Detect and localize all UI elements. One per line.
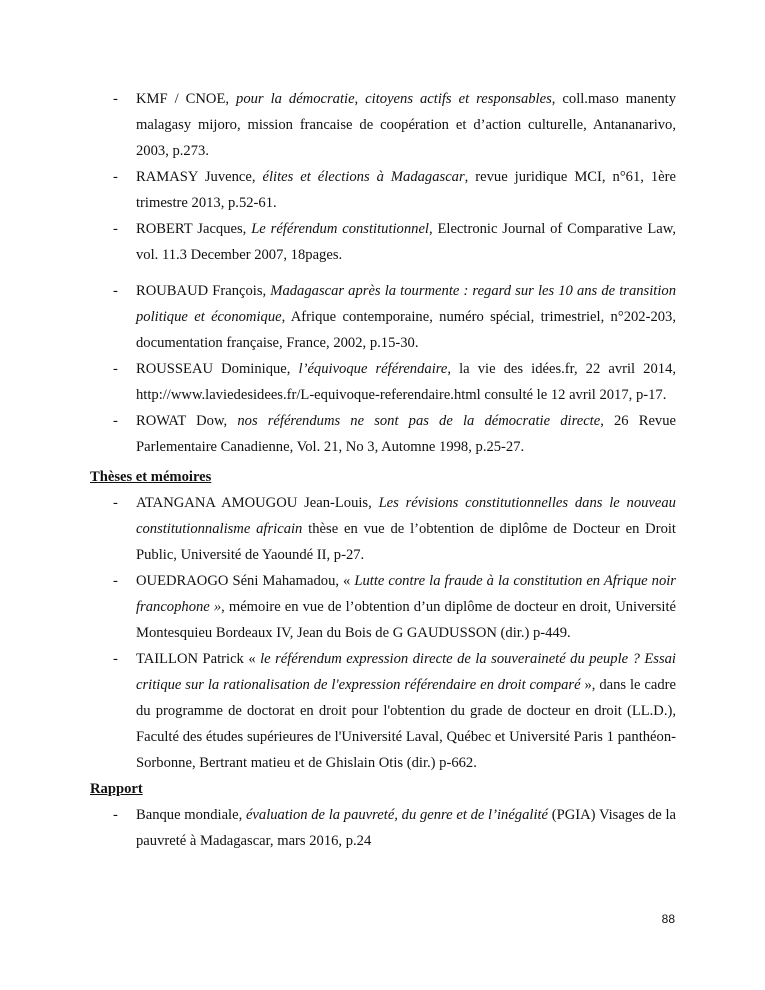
entry-title: Les révisions constitutionnelles dans le nouveau constitutionnalisme africain: [136, 495, 676, 537]
entry-title: Le référendum constitutionnel: [251, 221, 429, 237]
page-number: 88: [661, 912, 675, 926]
bibliography-entry: [90, 216, 676, 268]
bibliography-entry: [90, 86, 676, 164]
entry-details: , revue juridique MCI, n°61, 1ère trimestre 2013, p.52-61.: [136, 169, 676, 211]
entry-title: élites et élections à Madagascar: [262, 169, 465, 185]
entry-title: le référendum expression directe de la souveraineté du peuple ? Essai critique sur la rationalisation de l'expression référendaire en droit comparé: [136, 651, 676, 693]
entry-author: ROUBAUD François,: [136, 283, 271, 299]
entry-details: , la vie des idées.fr, 22 avril 2014, http://www.laviedesidees.fr/L-equivoque-referendaire.html consulté le 12 avril 2017, p-17.: [136, 361, 677, 403]
bibliography-entry: [90, 408, 676, 460]
entry-title: Lutte contre la fraude à la constitution en Afrique noir francophone »: [136, 573, 676, 615]
entry-author: TAILLON Patrick «: [136, 651, 261, 667]
entry-title: l’équivoque référendaire: [298, 361, 448, 377]
entry-details: (PGIA) Visages de la pauvreté à Madagascar, mars 2016, p.24: [136, 807, 676, 849]
entry-title: évaluation de la pauvreté, du genre et de l’inégalité: [245, 807, 549, 823]
entry-author: ATANGANA AMOUGOU Jean-Louis,: [136, 495, 379, 511]
entry-details: , Electronic Journal of Comparative Law, vol. 11.3 December 2007, 18pages.: [136, 221, 677, 263]
bibliography-entry: [90, 568, 676, 646]
section-heading-theses: Thèses et mémoires: [90, 469, 212, 485]
entry-details: , mémoire en vue de l’obtention d’un diplôme de docteur en droit, Université Montesquieu Bordeaux IV, Jean du Bois de G GAUDUSSON (dir.) p-449.: [136, 599, 676, 641]
entry-author: ROWAT Dow,: [136, 413, 238, 429]
entry-title: Madagascar après la tourmente : regard sur les 10 ans de transition politique et économique: [136, 283, 676, 325]
bibliography-page: [90, 86, 676, 854]
entry-details: », dans le cadre du programme de doctorat en droit pour l'obtention du grade de docteur en droit (LL.D.), Faculté des études supérieures de l'Université Laval, Québec et Université Paris 1 panthéon-Sorbonne, Bertrant matieu et de Ghislain Otis (dir.) p-662.: [136, 677, 676, 771]
bibliography-entry: [90, 490, 676, 568]
entry-author: RAMASY Juvence,: [136, 169, 263, 185]
bibliography-entry: [90, 278, 676, 356]
entry-author: OUEDRAOGO Séni Mahamadou, «: [136, 573, 355, 589]
entry-details: , 26 Revue Parlementaire Canadienne, Vol. 21, No 3, Automne 1998, p.25-27.: [136, 413, 676, 455]
bibliography-entry: [90, 356, 676, 408]
entry-author: Banque mondiale,: [136, 807, 246, 823]
entry-title: pour la démocratie, citoyens actifs et responsables: [236, 91, 552, 107]
entry-details: , Afrique contemporaine, numéro spécial, trimestriel, n°202-203, documentation française, France, 2002, p.15-30.: [136, 309, 676, 351]
bibliography-entry: [90, 164, 676, 216]
bibliography-entry: [90, 802, 676, 854]
section-heading-rapport: Rapport: [90, 781, 143, 797]
entry-author: KMF / CNOE,: [136, 91, 237, 107]
entry-title: nos référendums ne sont pas de la démocratie directe: [237, 413, 601, 429]
entry-details: , coll.maso manenty malagasy mijoro, mission francaise de coopération et d’action culturelle, Antananarivo, 2003, p.273.: [136, 91, 676, 159]
entry-author: ROBERT Jacques,: [136, 221, 252, 237]
bibliography-entry: [90, 646, 676, 776]
entry-author: ROUSSEAU Dominique,: [136, 361, 299, 377]
entry-details: thèse en vue de l’obtention de diplôme de Docteur en Droit Public, Université de Yaoundé II, p-27.: [136, 521, 676, 563]
